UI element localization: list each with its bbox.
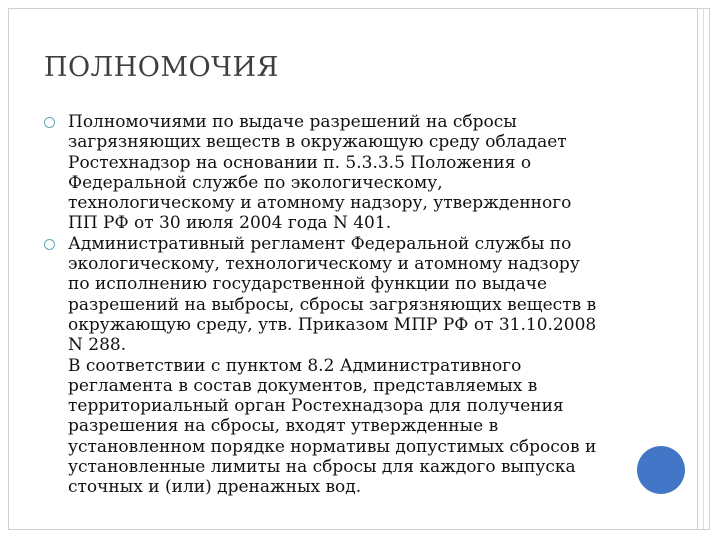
slide-title: ПОЛНОМОЧИЯ xyxy=(44,52,279,83)
decorative-circle-icon xyxy=(637,446,685,494)
bullet-circle-icon xyxy=(44,117,55,128)
bullet-text: Полномочиями по выдаче разрешений на сбросы загрязняющих веществ в окружающую среду обладает Ростехнадзор на основании п. 5.3.3.5 Положения о Федеральной службе по экологическому, технологическому и атомному надзору, утвержденного ПП РФ от 30 июля 2004 года N 401. xyxy=(68,112,572,234)
bullet-circle-icon xyxy=(44,239,55,250)
bullet-item xyxy=(44,234,694,498)
slide-body xyxy=(44,112,694,498)
frame-stripe xyxy=(697,9,698,529)
bullet-item xyxy=(44,112,694,234)
frame-stripe-outer xyxy=(703,9,704,529)
bullet-text: Административный регламент Федеральной службы по экологическому, технологическому и атомному надзору по исполнению государственной функции по выдаче разрешений на выбросы, сбросы загрязняющих веществ в окружающую среду, утв. Приказом МПР РФ от 31.10.2008 N 288. В соответствии с пунктом 8.2 Административного регламента в состав документов, представляемых в территориальный орган Ростехнадзора для получения разрешения на сбросы, входят утвержденные в установленном порядке нормативы допустимых сбросов и установленные лимиты на сбросы для каждого выпуска сточных и (или) дренажных вод. xyxy=(68,233,597,498)
